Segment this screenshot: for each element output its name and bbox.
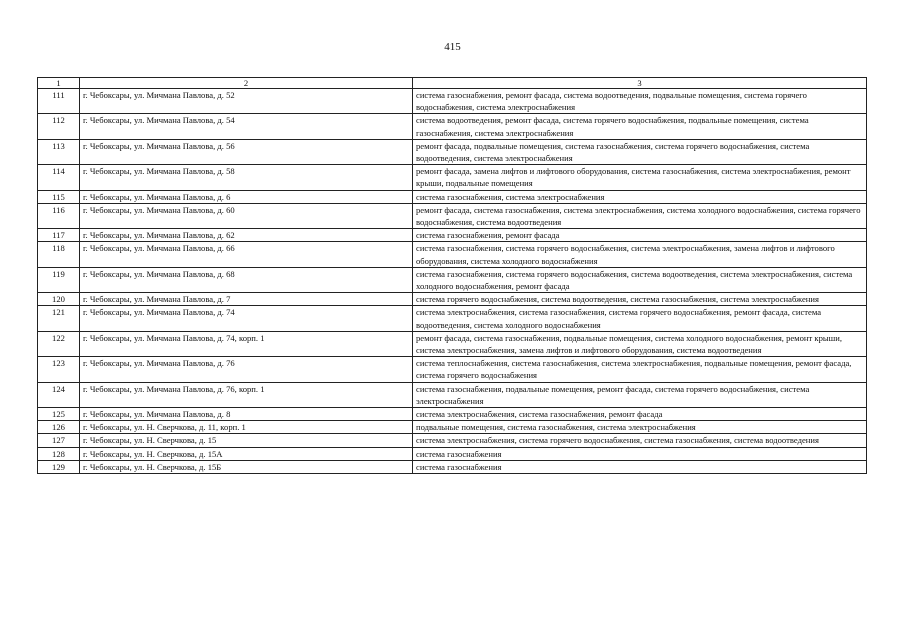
table-row <box>38 421 867 434</box>
address-cell: г. Чебоксары, ул. Мичмана Павлова, д. 76 <box>80 357 413 382</box>
works-cell: система водоотведения, ремонт фасада, система горячего водоснабжения, подвальные помещения, система газоснабжения, система электроснабжения <box>413 114 867 139</box>
table-row <box>38 306 867 331</box>
row-number-cell: 114 <box>38 165 80 190</box>
row-number-cell: 118 <box>38 242 80 267</box>
works-cell: система электроснабжения, система газоснабжения, ремонт фасада <box>413 408 867 421</box>
address-cell: г. Чебоксары, ул. Мичмана Павлова, д. 58 <box>80 165 413 190</box>
address-cell: г. Чебоксары, ул. Мичмана Павлова, д. 56 <box>80 139 413 164</box>
row-number-cell: 120 <box>38 293 80 306</box>
row-number-cell: 128 <box>38 447 80 460</box>
address-cell: г. Чебоксары, ул. Мичмана Павлова, д. 62 <box>80 229 413 242</box>
table-row <box>38 267 867 292</box>
address-cell: г. Чебоксары, ул. Н. Сверчкова, д. 15 <box>80 434 413 447</box>
address-cell: г. Чебоксары, ул. Мичмана Павлова, д. 74, корп. 1 <box>80 331 413 356</box>
table-row <box>38 242 867 267</box>
table-row <box>38 447 867 460</box>
row-number-cell: 117 <box>38 229 80 242</box>
row-number-cell: 113 <box>38 139 80 164</box>
works-cell: ремонт фасада, подвальные помещения, система газоснабжения, система горячего водоснабжения, система водоотведения, система электроснабжения <box>413 139 867 164</box>
works-cell: система газоснабжения, система горячего водоснабжения, система водоотведения, система электроснабжения, система холодного водоснабжения, ремонт фасада <box>413 267 867 292</box>
works-cell: система электроснабжения, система газоснабжения, система горячего водоснабжения, ремонт фасада, система водоотведения, система холодного водоснабжения <box>413 306 867 331</box>
row-number-cell: 126 <box>38 421 80 434</box>
address-cell: г. Чебоксары, ул. Мичмана Павлова, д. 74 <box>80 306 413 331</box>
works-cell: система электроснабжения, система горячего водоснабжения, система газоснабжения, система водоотведения <box>413 434 867 447</box>
row-number-cell: 129 <box>38 460 80 473</box>
address-cell: г. Чебоксары, ул. Н. Сверчкова, д. 15А <box>80 447 413 460</box>
table-row <box>38 331 867 356</box>
address-cell: г. Чебоксары, ул. Мичмана Павлова, д. 66 <box>80 242 413 267</box>
table-row <box>38 434 867 447</box>
table-row <box>38 460 867 473</box>
table-row <box>38 165 867 190</box>
table-row <box>38 203 867 228</box>
column-header-3: 3 <box>413 78 867 89</box>
works-cell: система газоснабжения <box>413 447 867 460</box>
works-cell: система теплоснабжения, система газоснабжения, система электроснабжения, подвальные помещения, ремонт фасада, система горячего водоснабжения <box>413 357 867 382</box>
works-cell: система горячего водоснабжения, система водоотведения, система газоснабжения, система электроснабжения <box>413 293 867 306</box>
row-number-cell: 127 <box>38 434 80 447</box>
works-cell: подвальные помещения, система газоснабжения, система электроснабжения <box>413 421 867 434</box>
registry-table <box>37 77 867 474</box>
table-row <box>38 408 867 421</box>
row-number-cell: 116 <box>38 203 80 228</box>
table-row <box>38 229 867 242</box>
works-cell: система газоснабжения, система электроснабжения <box>413 190 867 203</box>
address-cell: г. Чебоксары, ул. Мичмана Павлова, д. 8 <box>80 408 413 421</box>
row-number-cell: 115 <box>38 190 80 203</box>
works-cell: система газоснабжения, подвальные помещения, ремонт фасада, система горячего водоснабжения, система электроснабжения <box>413 382 867 407</box>
column-header-1: 1 <box>38 78 80 89</box>
address-cell: г. Чебоксары, ул. Мичмана Павлова, д. 76, корп. 1 <box>80 382 413 407</box>
address-cell: г. Чебоксары, ул. Мичмана Павлова, д. 60 <box>80 203 413 228</box>
table-row <box>38 357 867 382</box>
row-number-cell: 123 <box>38 357 80 382</box>
works-cell: система газоснабжения <box>413 460 867 473</box>
row-number-cell: 122 <box>38 331 80 356</box>
works-cell: система газоснабжения, система горячего водоснабжения, система электроснабжения, замена лифтов и лифтового оборудования, система холодного водоснабжения <box>413 242 867 267</box>
table-row <box>38 89 867 114</box>
row-number-cell: 124 <box>38 382 80 407</box>
works-cell: система газоснабжения, ремонт фасада, система водоотведения, подвальные помещения, система горячего водоснабжения, система электроснабжения <box>413 89 867 114</box>
works-cell: ремонт фасада, система газоснабжения, подвальные помещения, система холодного водоснабжения, ремонт крыши, система электроснабжения, замена лифтов и лифтового оборудования, система водоотведения <box>413 331 867 356</box>
table-row <box>38 139 867 164</box>
address-cell: г. Чебоксары, ул. Мичмана Павлова, д. 68 <box>80 267 413 292</box>
table-row <box>38 114 867 139</box>
row-number-cell: 111 <box>38 89 80 114</box>
page-number: 415 <box>444 41 461 53</box>
row-number-cell: 112 <box>38 114 80 139</box>
address-cell: г. Чебоксары, ул. Мичмана Павлова, д. 7 <box>80 293 413 306</box>
address-cell: г. Чебоксары, ул. Мичмана Павлова, д. 6 <box>80 190 413 203</box>
address-cell: г. Чебоксары, ул. Мичмана Павлова, д. 54 <box>80 114 413 139</box>
address-cell: г. Чебоксары, ул. Мичмана Павлова, д. 52 <box>80 89 413 114</box>
row-number-cell: 119 <box>38 267 80 292</box>
works-cell: ремонт фасада, замена лифтов и лифтового оборудования, система газоснабжения, система электроснабжения, ремонт крыши, подвальные помещения <box>413 165 867 190</box>
address-cell: г. Чебоксары, ул. Н. Сверчкова, д. 11, корп. 1 <box>80 421 413 434</box>
row-number-cell: 125 <box>38 408 80 421</box>
column-header-2: 2 <box>80 78 413 89</box>
table-header-row <box>38 78 867 89</box>
row-number-cell: 121 <box>38 306 80 331</box>
table-row <box>38 190 867 203</box>
table-row <box>38 293 867 306</box>
works-cell: система газоснабжения, ремонт фасада <box>413 229 867 242</box>
address-cell: г. Чебоксары, ул. Н. Сверчкова, д. 15Б <box>80 460 413 473</box>
works-cell: ремонт фасада, система газоснабжения, система электроснабжения, система холодного водоснабжения, система горячего водоснабжения, система водоотведения <box>413 203 867 228</box>
table-row <box>38 382 867 407</box>
